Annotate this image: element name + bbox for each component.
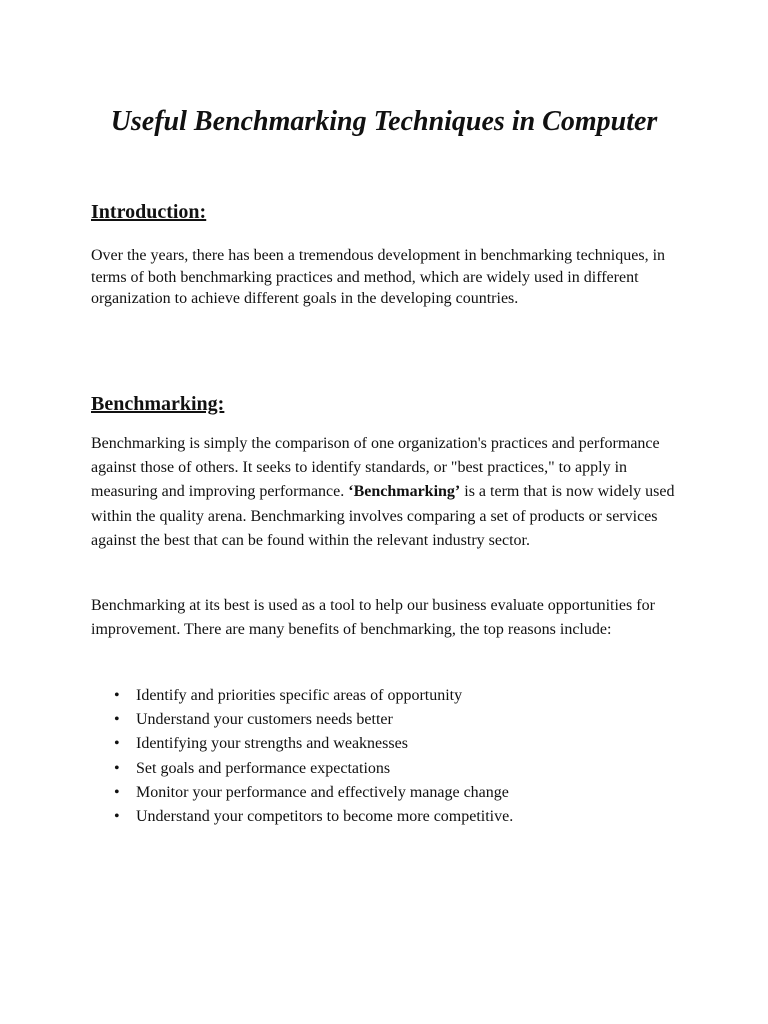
bullet-icon: • <box>114 735 120 753</box>
benchmarking-paragraph-1-part-2: is a term that is now widely used within the quality arena. Benchmarking involves comparing a set of products or services against the best that can be found within the relevant industry sector. <box>91 483 675 549</box>
benchmarking-bold-term: ‘Benchmarking’ <box>348 483 461 501</box>
list-item-text: Identifying your strengths and weaknesses <box>136 735 408 753</box>
bullet-icon: • <box>114 759 120 777</box>
list-item <box>91 708 691 732</box>
bullet-icon: • <box>114 711 120 729</box>
benchmarking-paragraph-2: Benchmarking at its best is used as a tool to help our business evaluate opportunities for improvement. There are many benefits of benchmarking, the top reasons include: <box>91 597 655 639</box>
bullet-icon: • <box>114 783 120 801</box>
list-item <box>91 805 691 829</box>
document-title: Useful Benchmarking Techniques in Computer <box>110 106 658 137</box>
list-item <box>91 732 691 756</box>
list-item-text: Understand your customers needs better <box>136 711 393 729</box>
list-item-text: Identify and priorities specific areas of opportunity <box>136 687 463 704</box>
list-item-text: Set goals and performance expectations <box>136 759 391 777</box>
introduction-paragraph: Over the years, there has been a tremendous development in benchmarking techniques, in terms of both benchmarking practices and method, which are widely used in different organization to achieve different goals in the developing countries. <box>91 247 666 307</box>
bullet-icon: • <box>114 687 120 704</box>
list-item-text: Monitor your performance and effectively manage change <box>136 783 509 801</box>
list-item-text: Understand your competitors to become more competitive. <box>136 808 514 826</box>
bullet-icon: • <box>114 808 120 826</box>
list-item <box>91 757 691 781</box>
list-item <box>91 684 691 708</box>
benchmarking-paragraph-1-part-1: Benchmarking is simply the comparison of one organization's practices and performance against those of others. It seeks to identify standards, or "best practices," to apply in measuring and improving performance. <box>91 435 660 501</box>
benefits-list <box>91 684 691 829</box>
list-item <box>91 781 691 805</box>
benchmarking-heading: Benchmarking: <box>91 393 225 415</box>
introduction-heading: Introduction: <box>91 201 207 223</box>
benchmarking-paragraph-1 <box>91 432 691 553</box>
